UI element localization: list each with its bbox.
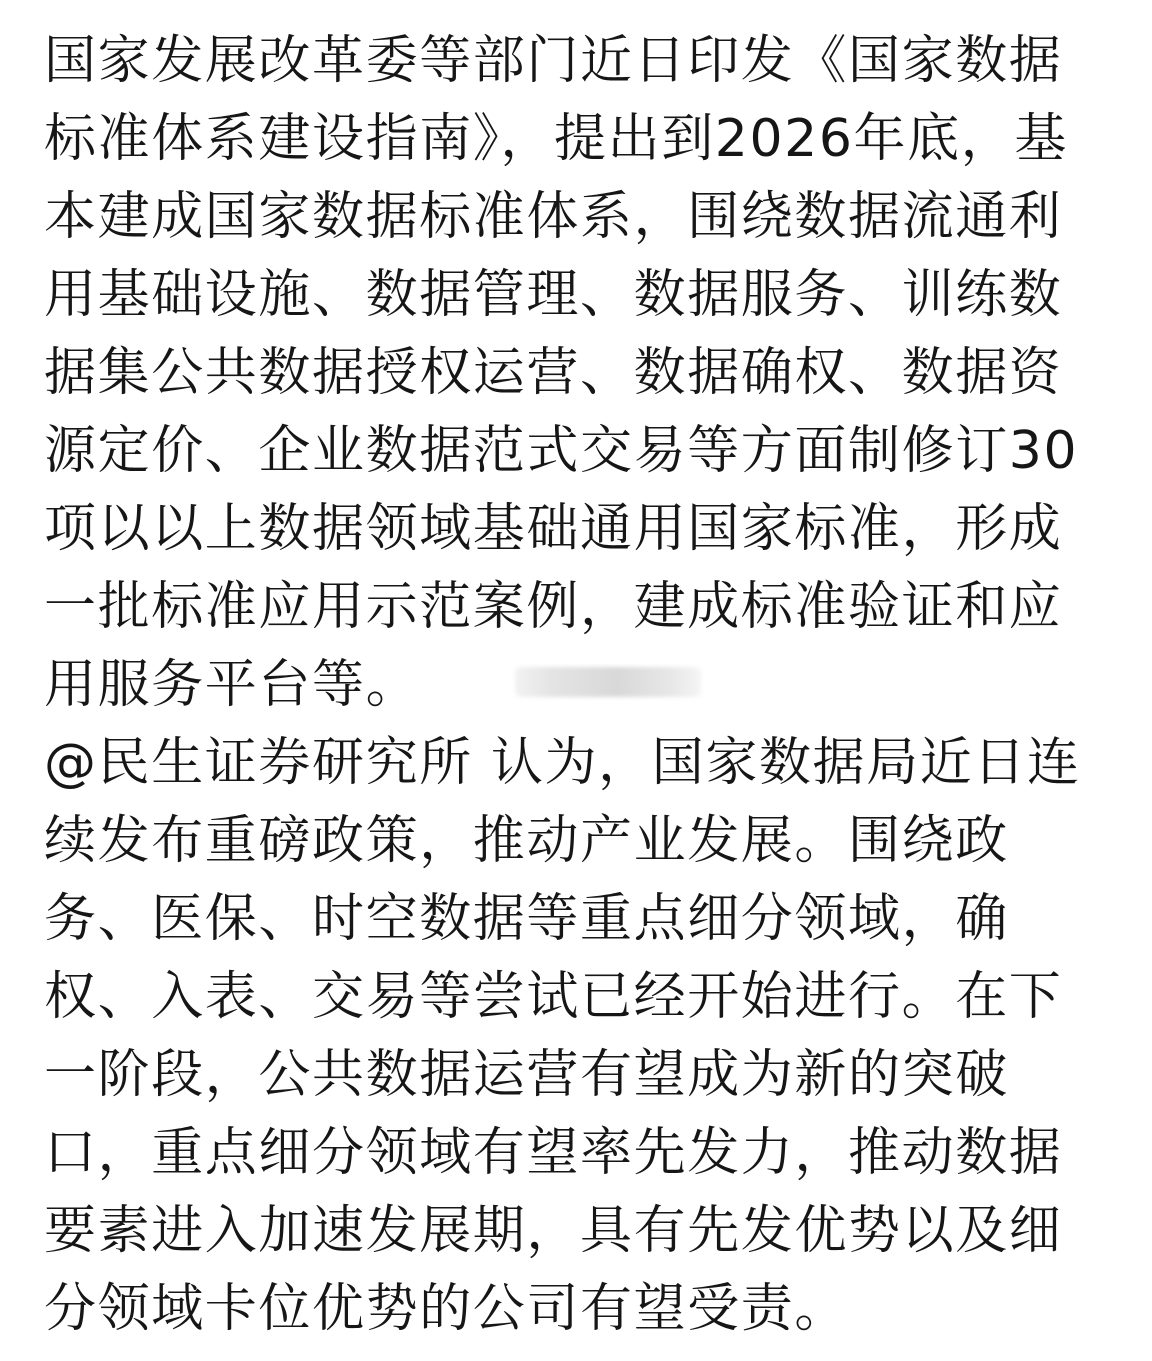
- cutoff-next-line: [44, 1338, 1110, 1361]
- text-line: 项以以上数据领域基础通用国家标准，形成: [44, 499, 1063, 559]
- blurred-link-chip[interactable]: [515, 667, 701, 697]
- text-line: 标准体系建设指南》，提出到2026年底，基: [44, 109, 1068, 169]
- text-line-content: 认为，国家数据局近日连: [472, 733, 1081, 793]
- text-line-content: 用服务平台等。: [44, 655, 420, 715]
- text-line: 用基础设施、数据管理、数据服务、训练数: [44, 265, 1063, 325]
- text-line: 分领域卡位优势的公司有望受责。: [44, 1279, 849, 1339]
- text-line: 一批标准应用示范案例，建成标准验证和应: [44, 577, 1063, 637]
- paragraph-policy: [44, 22, 1110, 724]
- text-line: 据集公共数据授权运营、数据确权、数据资: [44, 343, 1063, 403]
- text-line: 国家发展改革委等部门近日印发《国家数据: [44, 31, 1063, 91]
- cutoff-line-fragment: [44, 1338, 1110, 1361]
- text-line: 口，重点细分领域有望率先发力，推动数据: [44, 1123, 1063, 1183]
- text-line-last: [44, 646, 1110, 724]
- text-line: 要素进入加速发展期，具有先发优势以及细: [44, 1201, 1063, 1261]
- text-line: 权、入表、交易等尝试已经开始进行。在下: [44, 967, 1063, 1027]
- post-body: [44, 22, 1110, 1348]
- text-line: 源定价、企业数据范式交易等方面制修订30: [44, 421, 1079, 481]
- text-line: 务、医保、时空数据等重点细分领域，确: [44, 889, 1009, 949]
- paragraph-analysis: [44, 724, 1110, 1348]
- text-line: 续发布重磅政策，推动产业发展。围绕政: [44, 811, 1009, 871]
- text-line: 本建成国家数据标准体系，围绕数据流通利: [44, 187, 1063, 247]
- text-line: [44, 724, 1110, 802]
- text-line: 一阶段，公共数据运营有望成为新的突破: [44, 1045, 1009, 1105]
- mention-link[interactable]: @民生证券研究所: [44, 733, 473, 793]
